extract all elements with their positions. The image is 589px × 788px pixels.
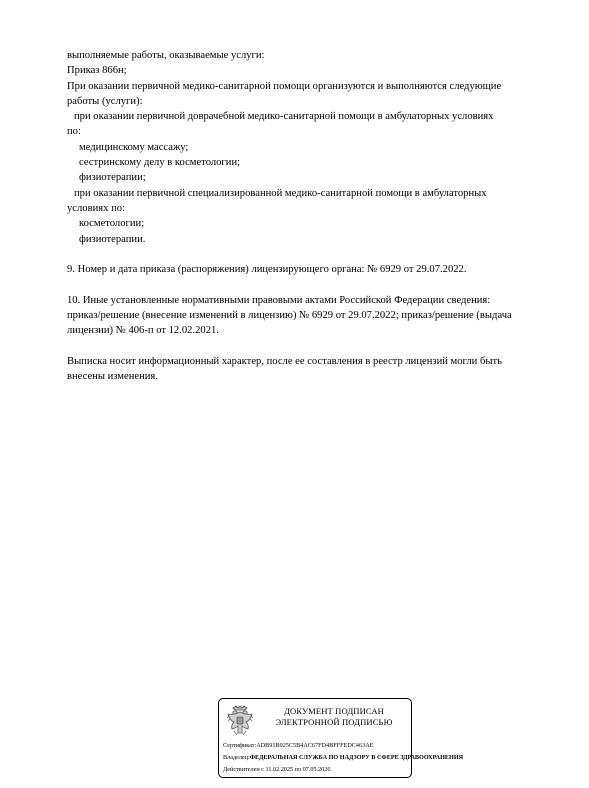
list-item: сестринскому делу в косметологии; <box>79 157 241 169</box>
text-line: Приказ 866н; <box>67 65 127 77</box>
item-10-line: лицензии) № 406-п от 12.02.2021. <box>67 325 219 337</box>
list-item: физиотерапии; <box>79 172 146 184</box>
text-line: При оказании первичной медико-санитарной помощи организуются и выполняются следующие <box>67 80 502 92</box>
text-line: при оказании первичной доврачебной медико-санитарной помощи в амбулаторных условиях <box>74 111 494 123</box>
text-line: при оказании первичной специализированной медико-санитарной помощи в амбулаторных <box>74 187 487 199</box>
electronic-signature-stamp <box>218 698 464 778</box>
certificate-row: Сертификат:ADB91B925C5B4AC67FD4BFFFEDC463AE <box>223 742 374 749</box>
stamp-title: ДОКУМЕНТ ПОДПИСАН ЭЛЕКТРОННОЙ ПОДПИСЬЮ <box>275 706 393 727</box>
text-line: по: <box>67 126 81 138</box>
document-body <box>67 48 557 385</box>
item-10-line: 10. Иные установленные нормативными правовыми актами Российской Федерации сведения: <box>67 294 491 306</box>
validity-row: Действителен с 11.02.2025 по 07.05.2026 <box>223 766 331 773</box>
text-line: условиях по: <box>67 202 125 214</box>
text-line: работы (услуги): <box>67 95 143 107</box>
list-item: медицинскому массажу; <box>79 141 189 153</box>
disclaimer-line: Выписка носит информационный характер, после ее составления в реестр лицензий могли быть <box>67 355 502 367</box>
list-item: косметологии; <box>79 218 145 230</box>
disclaimer-line: внесены изменения. <box>67 371 158 383</box>
certificate-serial: ADB91B925C5B4AC67FD4BFFFEDC463AE <box>256 742 374 749</box>
item-10-line: приказ/решение (внесение изменений в лицензию) № 6929 от 29.07.2022; приказ/решение (выдача <box>67 310 512 322</box>
item-9-order-number: 9. Номер и дата приказа (распоряжения) лицензирующего органа: № 6929 от 29.07.2022. <box>67 264 467 276</box>
list-item: физиотерапии. <box>79 233 146 245</box>
russian-coat-of-arms-icon <box>225 704 255 738</box>
owner-row: Владелец:ФЕДЕРАЛЬНАЯ СЛУЖБА ПО НАДЗОРУ В СФЕРЕ ЗДРАВООХРАНЕНИЯ <box>223 754 464 761</box>
text-line: выполняемые работы, оказываемые услуги: <box>67 50 265 61</box>
owner-name: ФЕДЕРАЛЬНАЯ СЛУЖБА ПО НАДЗОРУ В СФЕРЕ ЗДРАВООХРАНЕНИЯ <box>249 754 464 761</box>
